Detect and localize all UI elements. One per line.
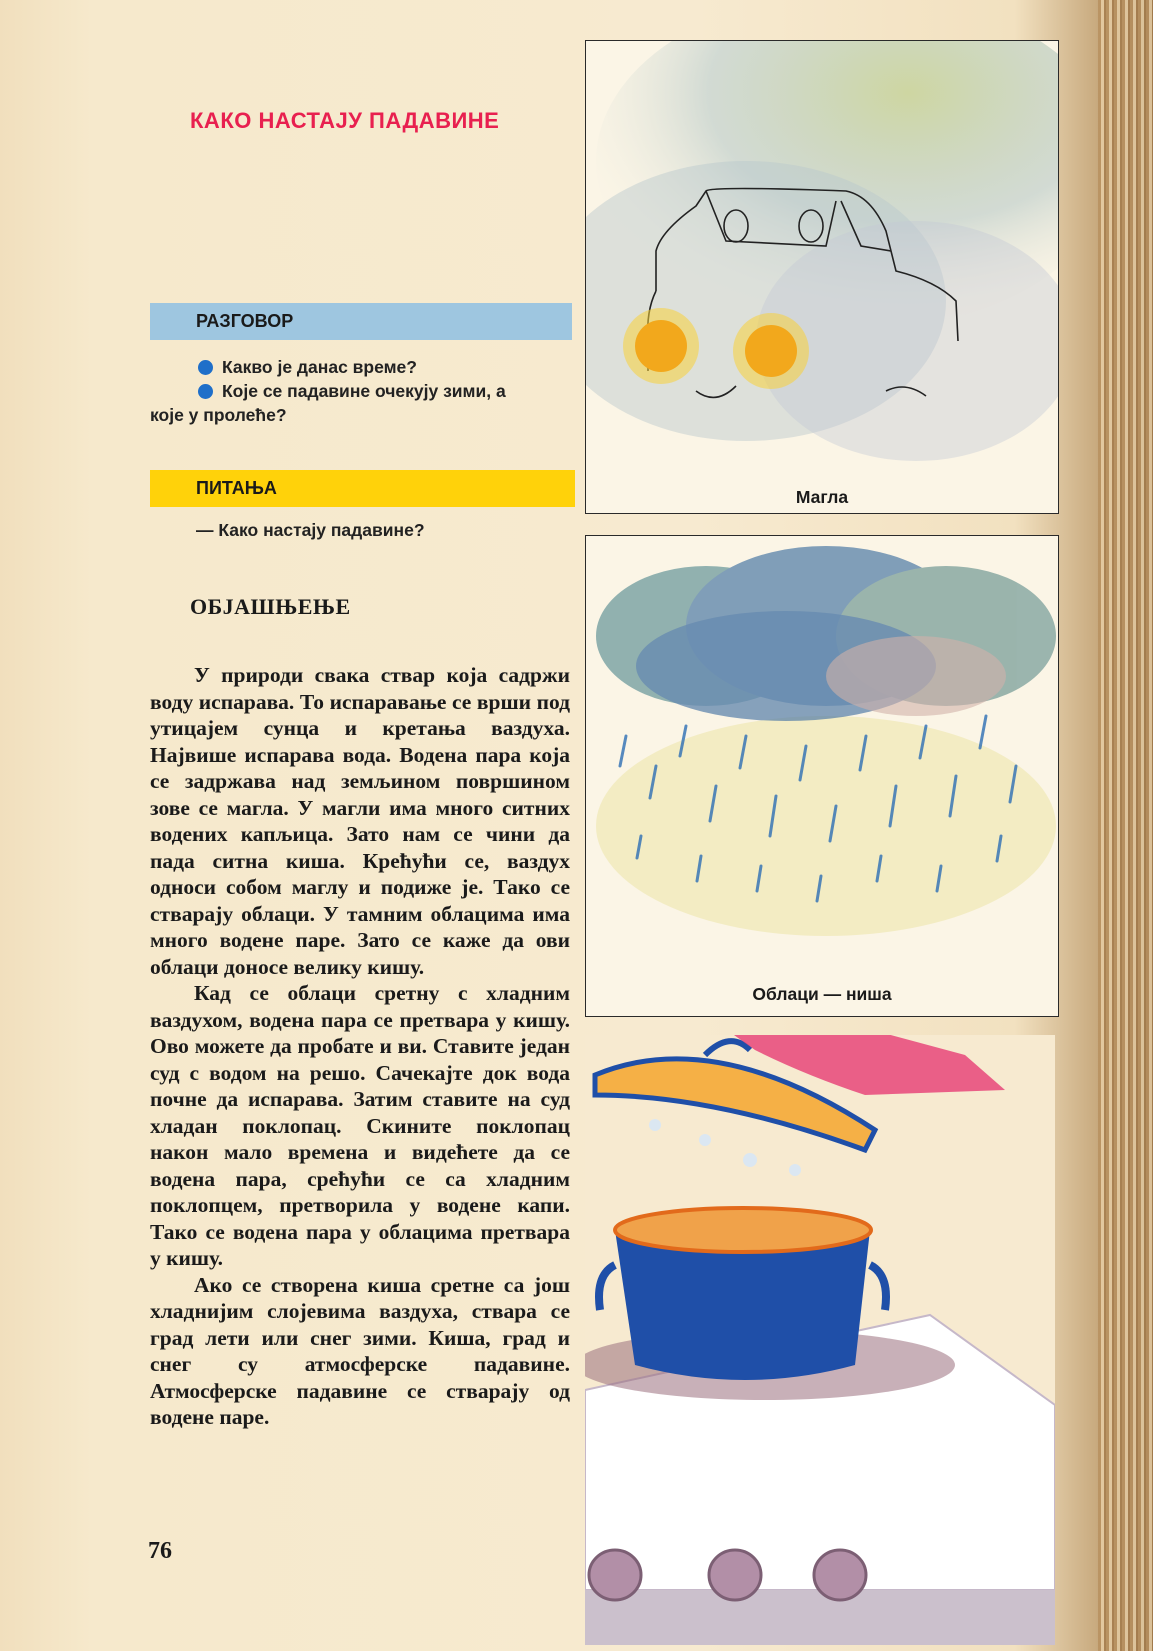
explanation-body (150, 662, 570, 1431)
rain-cloud-illustration (586, 536, 1058, 976)
list-item-text: Какво је данас време? (222, 357, 417, 377)
conversation-list (150, 355, 575, 427)
list-item (150, 379, 575, 403)
book-page-edge (1098, 0, 1153, 1651)
paragraph: Кад се облаци сретну с хладним ваздухом, водена пара се претвара у кишу. Ово можете да пробате и ви. Ставите један суд с водом на решо. Сачекајте док вода почне да испарава. Затим ставите на суд хладан поклопац. Скините поклопац након мало времена и видећете да се водена пара, срећући се са хладним поклопцем, претворила у водене капи. Тако се водена пара у облацима претвара у кишу. (150, 981, 570, 1270)
cloud-caption: Облаци — ниша (752, 984, 892, 1004)
fog-figure (585, 40, 1059, 514)
list-item-text: Које се падавине очекују зими, а (222, 381, 506, 401)
paragraph: У природи свака ствар која садржи воду испарава. То испаравање се врши под утицајем сунца и кретања ваздуха. Највише испарава вода. Водена пара која се задржава над земљином површином зове се магла. У магли има много ситних водених капљица. Зато нам се чини да пада ситна киша. Крећући се, ваздух односи собом маглу и подиже је. Тако се стварају облаци. У тамним облацима има много водене паре. Зато се каже да ови облаци доносе велику кишу. (150, 663, 570, 979)
pot-lid-illustration (585, 1035, 1055, 1645)
cloud-figure (585, 535, 1059, 1017)
page-number: 76 (148, 1538, 172, 1564)
explanation-heading: ОБЈАШЊЕЊЕ (190, 594, 351, 619)
conversation-band: РАЗГОВОР (150, 303, 572, 340)
paragraph: Ако се створена киша сретне са још хладнијим слојевима ваздуха, ствара се град лети или снег зими. Киша, град и снег су атмосферске падавине. Атмосферске падавине се стварају од водене паре. (150, 1272, 570, 1429)
bullet-dot-icon (198, 384, 213, 399)
headlight-right (733, 313, 809, 389)
question-text: — Како настају падавине? (196, 520, 425, 540)
list-item-continuation: које у пролеће? (150, 405, 287, 425)
list-item (150, 355, 575, 379)
fog-caption: Магла (795, 487, 849, 507)
questions-band: ПИТАЊА (150, 470, 575, 507)
headlight-left (623, 308, 699, 384)
bullet-dot-icon (198, 360, 213, 375)
page-title: КАКО НАСТАЈУ ПАДАВИНЕ (190, 108, 500, 133)
fog-car-illustration (586, 41, 1058, 481)
